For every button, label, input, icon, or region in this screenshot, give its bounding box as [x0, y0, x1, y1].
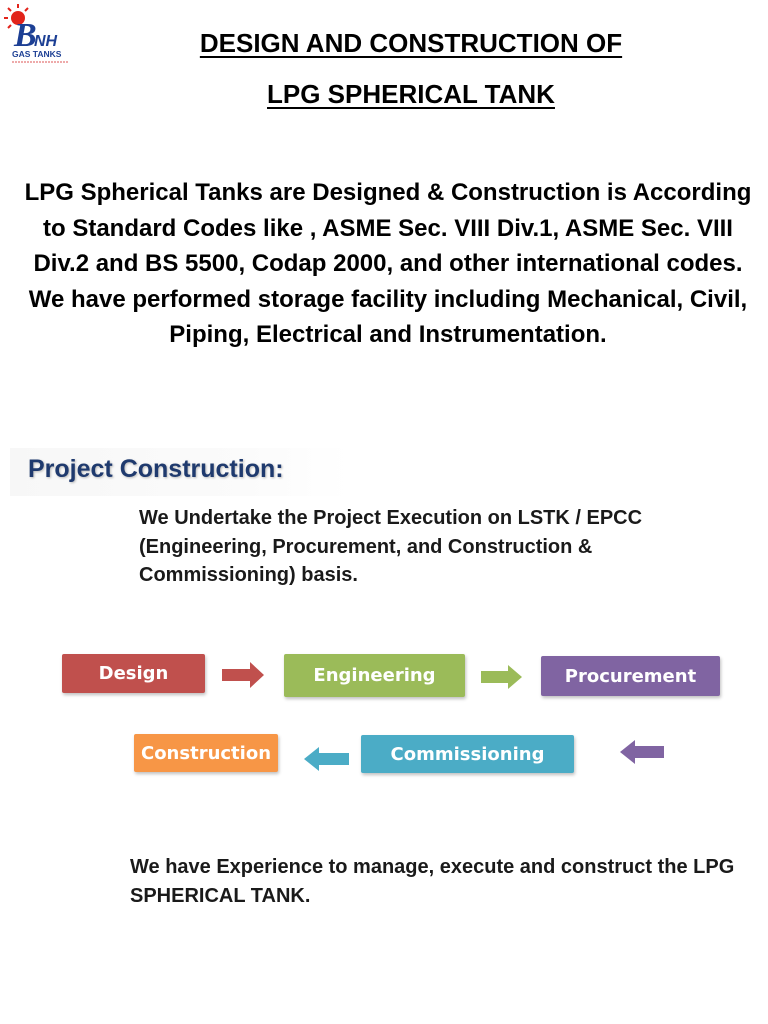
flow-step-label: Engineering [313, 665, 436, 686]
flow-step-commissioning [361, 735, 574, 773]
flow-step-engineering [284, 654, 465, 697]
section-description: We Undertake the Project Execution on LSTK / EPCC (Engineering, Procurement, and Construction & Commissioning) basis. [139, 507, 643, 586]
logo-mark: B [14, 17, 37, 54]
arrow-right-icon [481, 665, 523, 689]
page-title-line-1: DESIGN AND CONSTRUCTION OF [199, 28, 623, 58]
flow-step-construction [134, 734, 278, 772]
arrow-left-icon [619, 740, 665, 764]
intro-paragraph: LPG Spherical Tanks are Designed & Construction is According to Standard Codes like , ASME Sec. VIII Div.1, ASME Sec. VIII Div.2 and BS 5500, Codap 2000, and other international codes. We have performed storage facility including Mechanical, Civil, Piping, Electrical and Instrumentation. [24, 179, 752, 348]
flow-step-label: Commissioning [390, 743, 545, 765]
closing-paragraph: We have Experience to manage, execute and construct the LPG SPHERICAL TANK. [130, 856, 735, 907]
flow-step-label: Construction [140, 742, 272, 764]
flow-step-label: Design [98, 663, 169, 684]
logo-tagline: GAS TANKS [12, 49, 62, 59]
section-heading: Project Construction: [28, 455, 284, 483]
flow-step-procurement [541, 656, 720, 696]
arrow-right-icon [222, 662, 266, 688]
arrow-left-icon [303, 747, 350, 771]
section-heading-box [10, 448, 350, 496]
logo-brand: NH [34, 33, 58, 50]
page-title-line-2: LPG SPHERICAL TANK [267, 79, 555, 109]
flow-step-label: Procurement [564, 665, 697, 687]
flow-step-design [62, 654, 205, 693]
